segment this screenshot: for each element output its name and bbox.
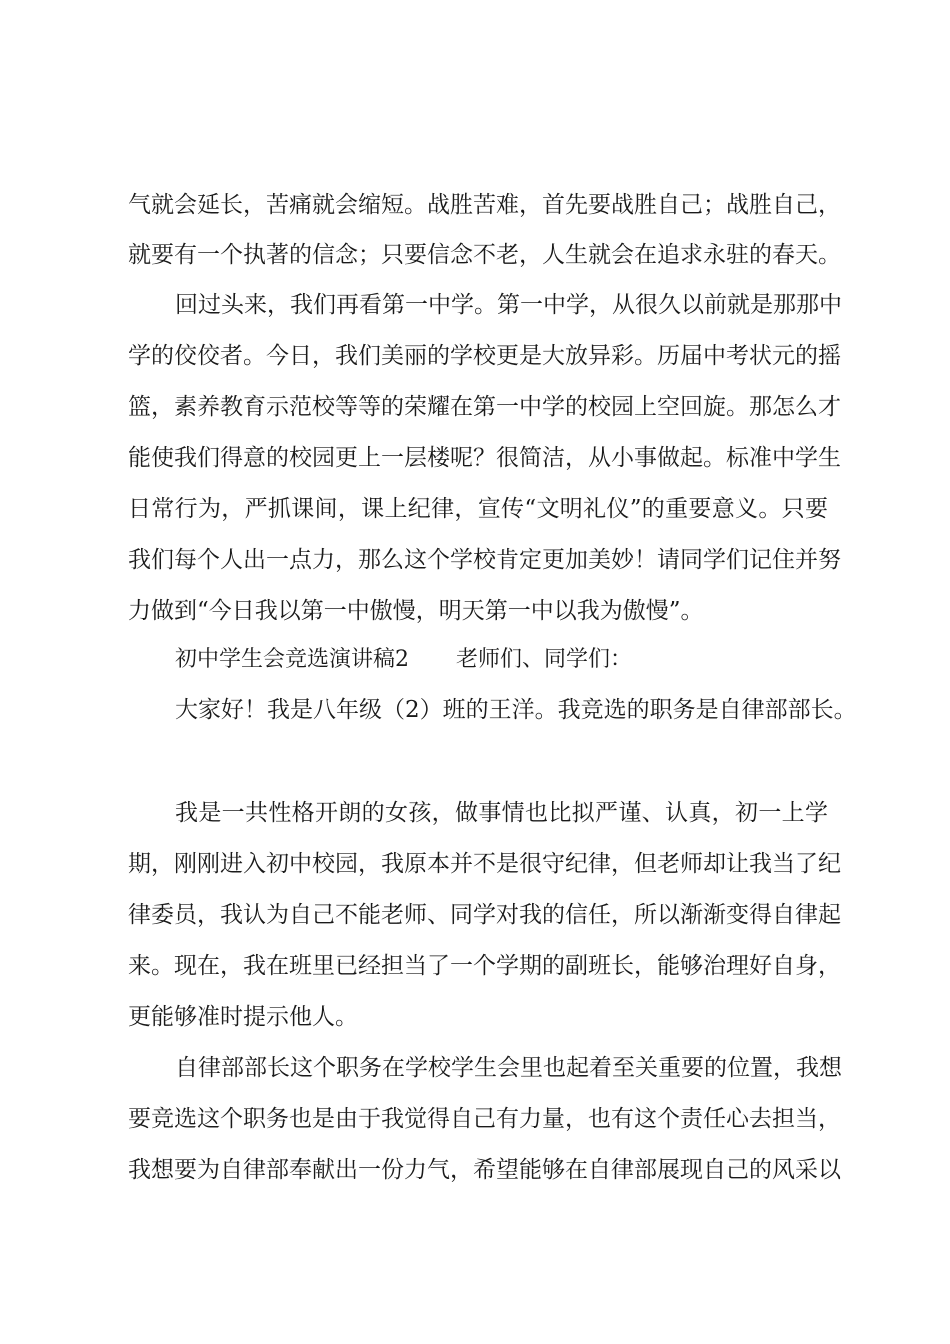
paragraph-2-line-5: 日常行为，严抓课间，课上纪律，宣传“文明礼仪”的重要意义。只要 (128, 496, 828, 522)
speech-title: 初中学生会竞选演讲稿2 (175, 647, 409, 672)
speech-greeting: 老师们、同学们： (456, 647, 633, 672)
paragraph-4-line-2: 期，刚刚进入初中校园，我原本并不是很守纪律，但老师却让我当了纪 (128, 851, 841, 877)
paragraph-2-line-7: 力做到“今日我以第一中傲慢，明天第一中以我为傲慢”。 (128, 598, 704, 624)
paragraph-1-line-2: 就要有一个执著的信念；只要信念不老，人生就会在追求永驻的春天。 (128, 242, 841, 268)
paragraph-1-line-1: 气就会延长，苦痛就会缩短。战胜苦难，首先要战胜自己；战胜自己， (128, 192, 841, 218)
paragraph-4-line-1: 我是一共性格开朗的女孩，做事情也比拟严谨、认真，初一上学 (175, 800, 828, 826)
paragraph-4-line-4: 来。现在，我在班里已经担当了一个学期的副班长，能够治理好自身， (128, 953, 841, 979)
paragraph-2-line-3: 篮，素养教育示范校等等的荣耀在第一中学的校园上空回旋。那怎么才 (128, 394, 841, 420)
paragraph-4-line-5: 更能够准时提示他人。 (128, 1004, 358, 1030)
paragraph-3-line-1: 大家好！我是八年级（2）班的王洋。我竞选的职务是自律部部长。 (175, 697, 857, 723)
paragraph-2-line-1: 回过头来，我们再看第一中学。第一中学，从很久以前就是那那中 (175, 292, 842, 318)
paragraph-5-line-2: 要竞选这个职务也是由于我觉得自己有力量，也有这个责任心去担当， (128, 1106, 841, 1132)
paragraph-5-line-3: 我想要为自律部奉献出一份力气，希望能够在自律部展现自己的风采以 (128, 1157, 841, 1183)
paragraph-5-line-1: 自律部部长这个职务在学校学生会里也起着至关重要的位置，我想 (175, 1055, 842, 1081)
paragraph-2-line-2: 学的佼佼者。今日，我们美丽的学校更是大放异彩。历届中考状元的摇 (128, 343, 841, 369)
paragraph-2-line-4: 能使我们得意的校园更上一层楼呢？很简洁，从小事做起。标准中学生 (128, 445, 841, 471)
paragraph-2-line-6: 我们每个人出一点力，那么这个学校肯定更加美妙！请同学们记住并努 (128, 547, 841, 573)
paragraph-4-line-3: 律委员，我认为自己不能老师、同学对我的信任，所以渐渐变得自律起 (128, 902, 841, 928)
